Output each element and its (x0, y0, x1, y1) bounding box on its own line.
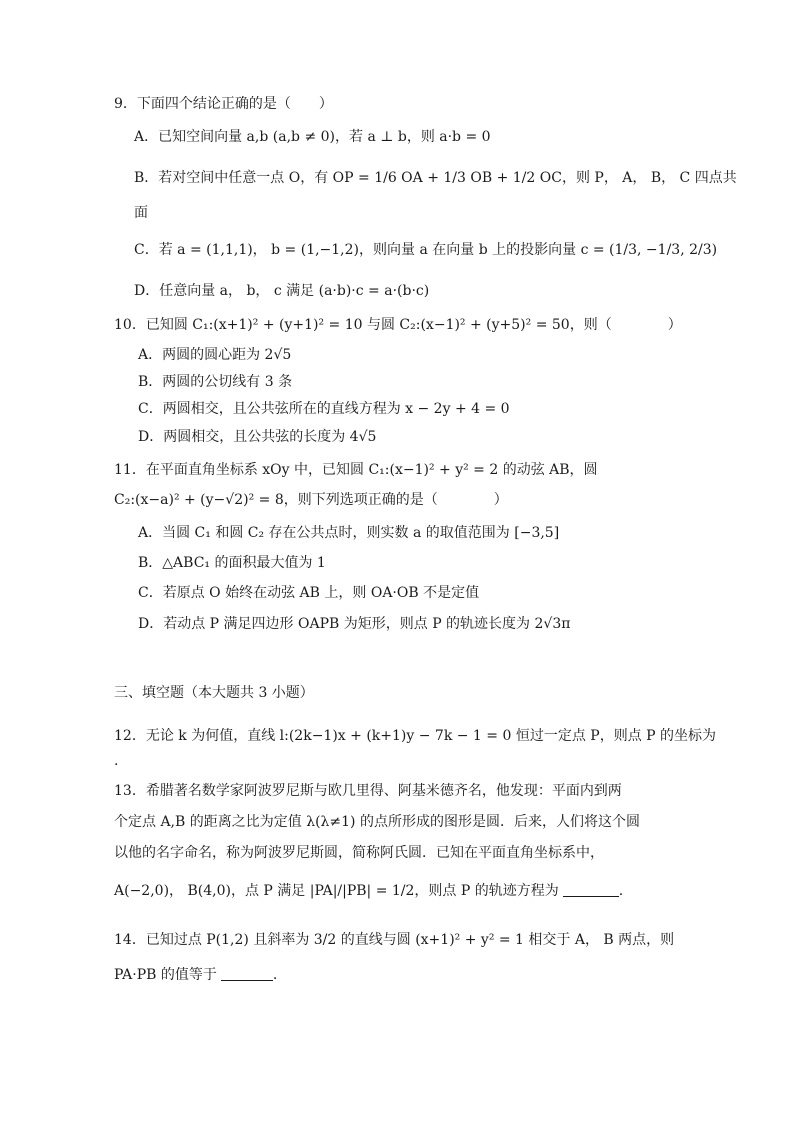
question-9-option-b-cont: 面 (134, 205, 148, 221)
question-13-line-2: 个定点 A,B 的距离之比为定值 λ(λ≠1) 的点所形成的图形是圆．后来，人们将这个圆 (114, 814, 640, 830)
question-11-option-a: A．当圆 C₁ 和圆 C₂ 存在公共点时，则实数 a 的取值范围为 [−3,5] (138, 525, 560, 541)
question-10-stem: 10．已知圆 C₁:(x+1)² + (y+1)² = 10 与圆 C₂:(x−1)² + (y+5)² = 50，则（ ） (114, 317, 682, 333)
question-10-option-d: D．两圆相交，且公共弦的长度为 4√5 (138, 429, 377, 445)
question-13-line-1: 13．希腊著名数学家阿波罗尼斯与欧几里得、阿基米德齐名，他发现：平面内到两 (114, 783, 622, 799)
question-14-expression: PA·PB 的值等于 (114, 967, 217, 983)
question-11-option-b: B．△ABC₁ 的面积最大值为 1 (138, 555, 326, 571)
question-13-condition: A(−2,0)， B(4,0)，点 P 满足 |PA|/|PB| = 1/2，则点 P 的轨迹方程为 (114, 883, 559, 899)
question-12-line-1: 12．无论 k 为何值，直线 l:(2k−1)x + (k+1)y − 7k − 1 = 0 恒过一定点 P，则点 P 的坐标为 (114, 728, 717, 744)
question-13-period: . (618, 883, 624, 899)
question-10-option-b: B．两圆的公切线有 3 条 (138, 374, 293, 390)
question-14-line-1: 14．已知过点 P(1,2) 且斜率为 3/2 的直线与圆 (x+1)² + y² = 1 相交于 A， B 两点，则 (114, 932, 675, 948)
question-11-stem-cont: C₂:(x−a)² + (y−√2)² = 8，则下列选项正确的是（ ） (114, 492, 508, 508)
question-13-line-4 (114, 881, 623, 901)
question-11-option-d: D．若动点 P 满足四边形 OAPB 为矩形，则点 P 的轨迹长度为 2√3π (138, 616, 571, 632)
question-9-option-b: B．若对空间中任意一点 O，有 OP = 1/6 OA + 1/3 OB + 1/2 OC，则 P， A， B， C 四点共 (134, 170, 737, 186)
question-11-option-c: C．若原点 O 始终在动弦 AB 上，则 OA·OB 不是定值 (138, 585, 480, 601)
question-13-line-3: 以他的名字命名，称为阿波罗尼斯圆，简称阿氏圆．已知在平面直角坐标系中， (114, 845, 604, 861)
section-title: 三、填空题（本大题共 3 小题） (114, 685, 314, 701)
question-9-option-d: D．任意向量 a， b， c 满足 (a·b)·c = a·(b·c) (134, 283, 430, 299)
question-12-line-2: . (114, 753, 119, 769)
answer-blank[interactable] (221, 966, 273, 981)
question-9-option-c: C．若 a = (1,1,1)， b = (1,−1,2)，则向量 a 在向量 b 上的投影向量 c = (1/3, −1/3, 2/3) (134, 242, 718, 258)
question-10-option-a: A．两圆的圆心距为 2√5 (138, 347, 292, 363)
question-10-option-c: C．两圆相交，且公共弦所在的直线方程为 x − 2y + 4 = 0 (138, 401, 510, 417)
question-14-line-2 (114, 965, 277, 985)
question-9-option-a: A．已知空间向量 a,b (a,b ≠ 0)，若 a ⊥ b，则 a·b = 0 (134, 129, 491, 145)
question-9-stem: 9．下面四个结论正确的是（ ） (114, 96, 333, 112)
answer-blank[interactable] (563, 882, 619, 897)
question-11-stem: 11．在平面直角坐标系 xOy 中，已知圆 C₁:(x−1)² + y² = 2 的动弦 AB，圆 (114, 462, 598, 478)
question-14-period: . (272, 967, 278, 983)
